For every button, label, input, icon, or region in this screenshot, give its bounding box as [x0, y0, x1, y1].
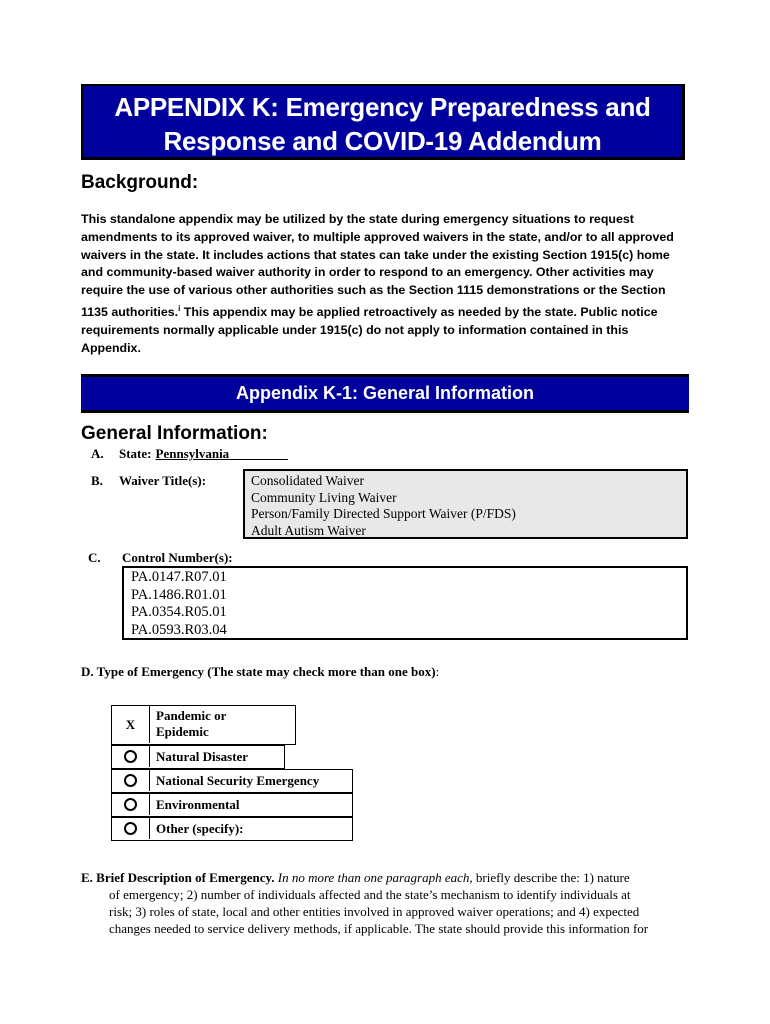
radio-circle-icon: [124, 774, 137, 787]
radio-national-security[interactable]: [112, 770, 150, 791]
checkbox-pandemic[interactable]: X: [112, 706, 150, 743]
waiver-title-item: Person/Family Directed Support Waiver (P/FDS): [251, 506, 516, 521]
description-line-4: changes needed to service delivery methods, if applicable. The state should provide this information for: [109, 921, 649, 936]
emergency-option-natural-disaster: [111, 745, 285, 769]
emergency-type-label: D. Type of Emergency (The state may check more than one box):: [81, 664, 440, 679]
control-number-item: PA.1486.R01.01: [131, 586, 227, 603]
background-paragraph: [81, 211, 681, 358]
section-banner: Appendix K-1: General Information: [81, 374, 689, 413]
control-number-label: Control Number(s):: [122, 550, 233, 565]
option-label: Natural Disaster: [156, 749, 249, 764]
waiver-titles-field[interactable]: [243, 469, 688, 539]
description-italic: In no more than one paragraph each: [277, 870, 470, 885]
appendix-title-banner: [81, 84, 685, 160]
waiver-title-item: Consolidated Waiver: [251, 473, 365, 488]
emergency-option-other: [111, 817, 353, 841]
general-info-heading: General Information:: [81, 423, 268, 444]
radio-circle-icon: [124, 750, 137, 763]
item-c-marker: C.: [88, 550, 101, 565]
radio-other[interactable]: [112, 818, 150, 839]
background-text-2: This appendix may be applied retroactively as needed by the state. Public notice requirements normally applicable under 1915(c) do not apply to information contained in this Appendix.: [81, 305, 658, 355]
option-label: Other (specify):: [156, 821, 244, 836]
item-a-state: [119, 446, 288, 462]
state-value: Pennsylvania_________: [155, 446, 288, 461]
control-number-item: PA.0593.R03.04: [131, 621, 227, 638]
brief-description: [81, 869, 687, 937]
emergency-option-national-security: [111, 769, 353, 793]
control-number-item: PA.0354.R05.01: [131, 604, 227, 620]
option-label: Pandemic or Epidemic: [156, 708, 227, 739]
radio-circle-icon: [124, 822, 137, 835]
waiver-title-label: Waiver Title(s):: [119, 473, 207, 488]
radio-natural-disaster[interactable]: [112, 746, 150, 767]
radio-environmental[interactable]: [112, 794, 150, 815]
waiver-title-item: Community Living Waiver: [251, 489, 397, 505]
item-b-marker: B.: [91, 473, 103, 488]
option-label: Environmental: [156, 797, 240, 812]
radio-circle-icon: [124, 798, 137, 811]
emergency-option-environmental: [111, 793, 353, 817]
description-line-3: risk; 3) roles of state, local and other entities involved in approved waiver operations; and 4) expected: [109, 904, 640, 919]
description-line-1: , briefly describe the: 1) nature: [469, 870, 630, 885]
control-number-item: PA.0147.R07.01: [131, 569, 227, 585]
background-text-1: This standalone appendix may be utilized by the state during emergency situations to request amendments to its approved waiver, to multiple approved waivers in the state, and/or to all approved waivers in the state. It includes actions that states can take under the existing Section 1915(c) home and community-based waiver authority in order to respond to an emergency. Other activities may require the use of various other authorities such as the Section 1115 demonstrations or the Section 1135 authorities.: [81, 212, 674, 320]
footnote-marker[interactable]: i: [178, 303, 181, 313]
waiver-title-item: Adult Autism Waiver: [251, 522, 366, 538]
title-line-1: APPENDIX K: Emergency Preparedness and: [114, 92, 651, 122]
background-heading: Background:: [81, 172, 199, 193]
title-line-2: Response and COVID-19 Addendum: [163, 126, 602, 156]
state-label: State:: [119, 446, 152, 461]
emergency-option-pandemic: [111, 705, 296, 745]
description-label: E. Brief Description of Emergency.: [81, 870, 275, 885]
option-label: National Security Emergency: [156, 773, 320, 788]
control-numbers-field[interactable]: [122, 566, 688, 640]
item-a-marker: A.: [91, 446, 104, 461]
description-line-2: of emergency; 2) number of individuals affected and the state’s mechanism to identify individuals at: [109, 887, 631, 902]
